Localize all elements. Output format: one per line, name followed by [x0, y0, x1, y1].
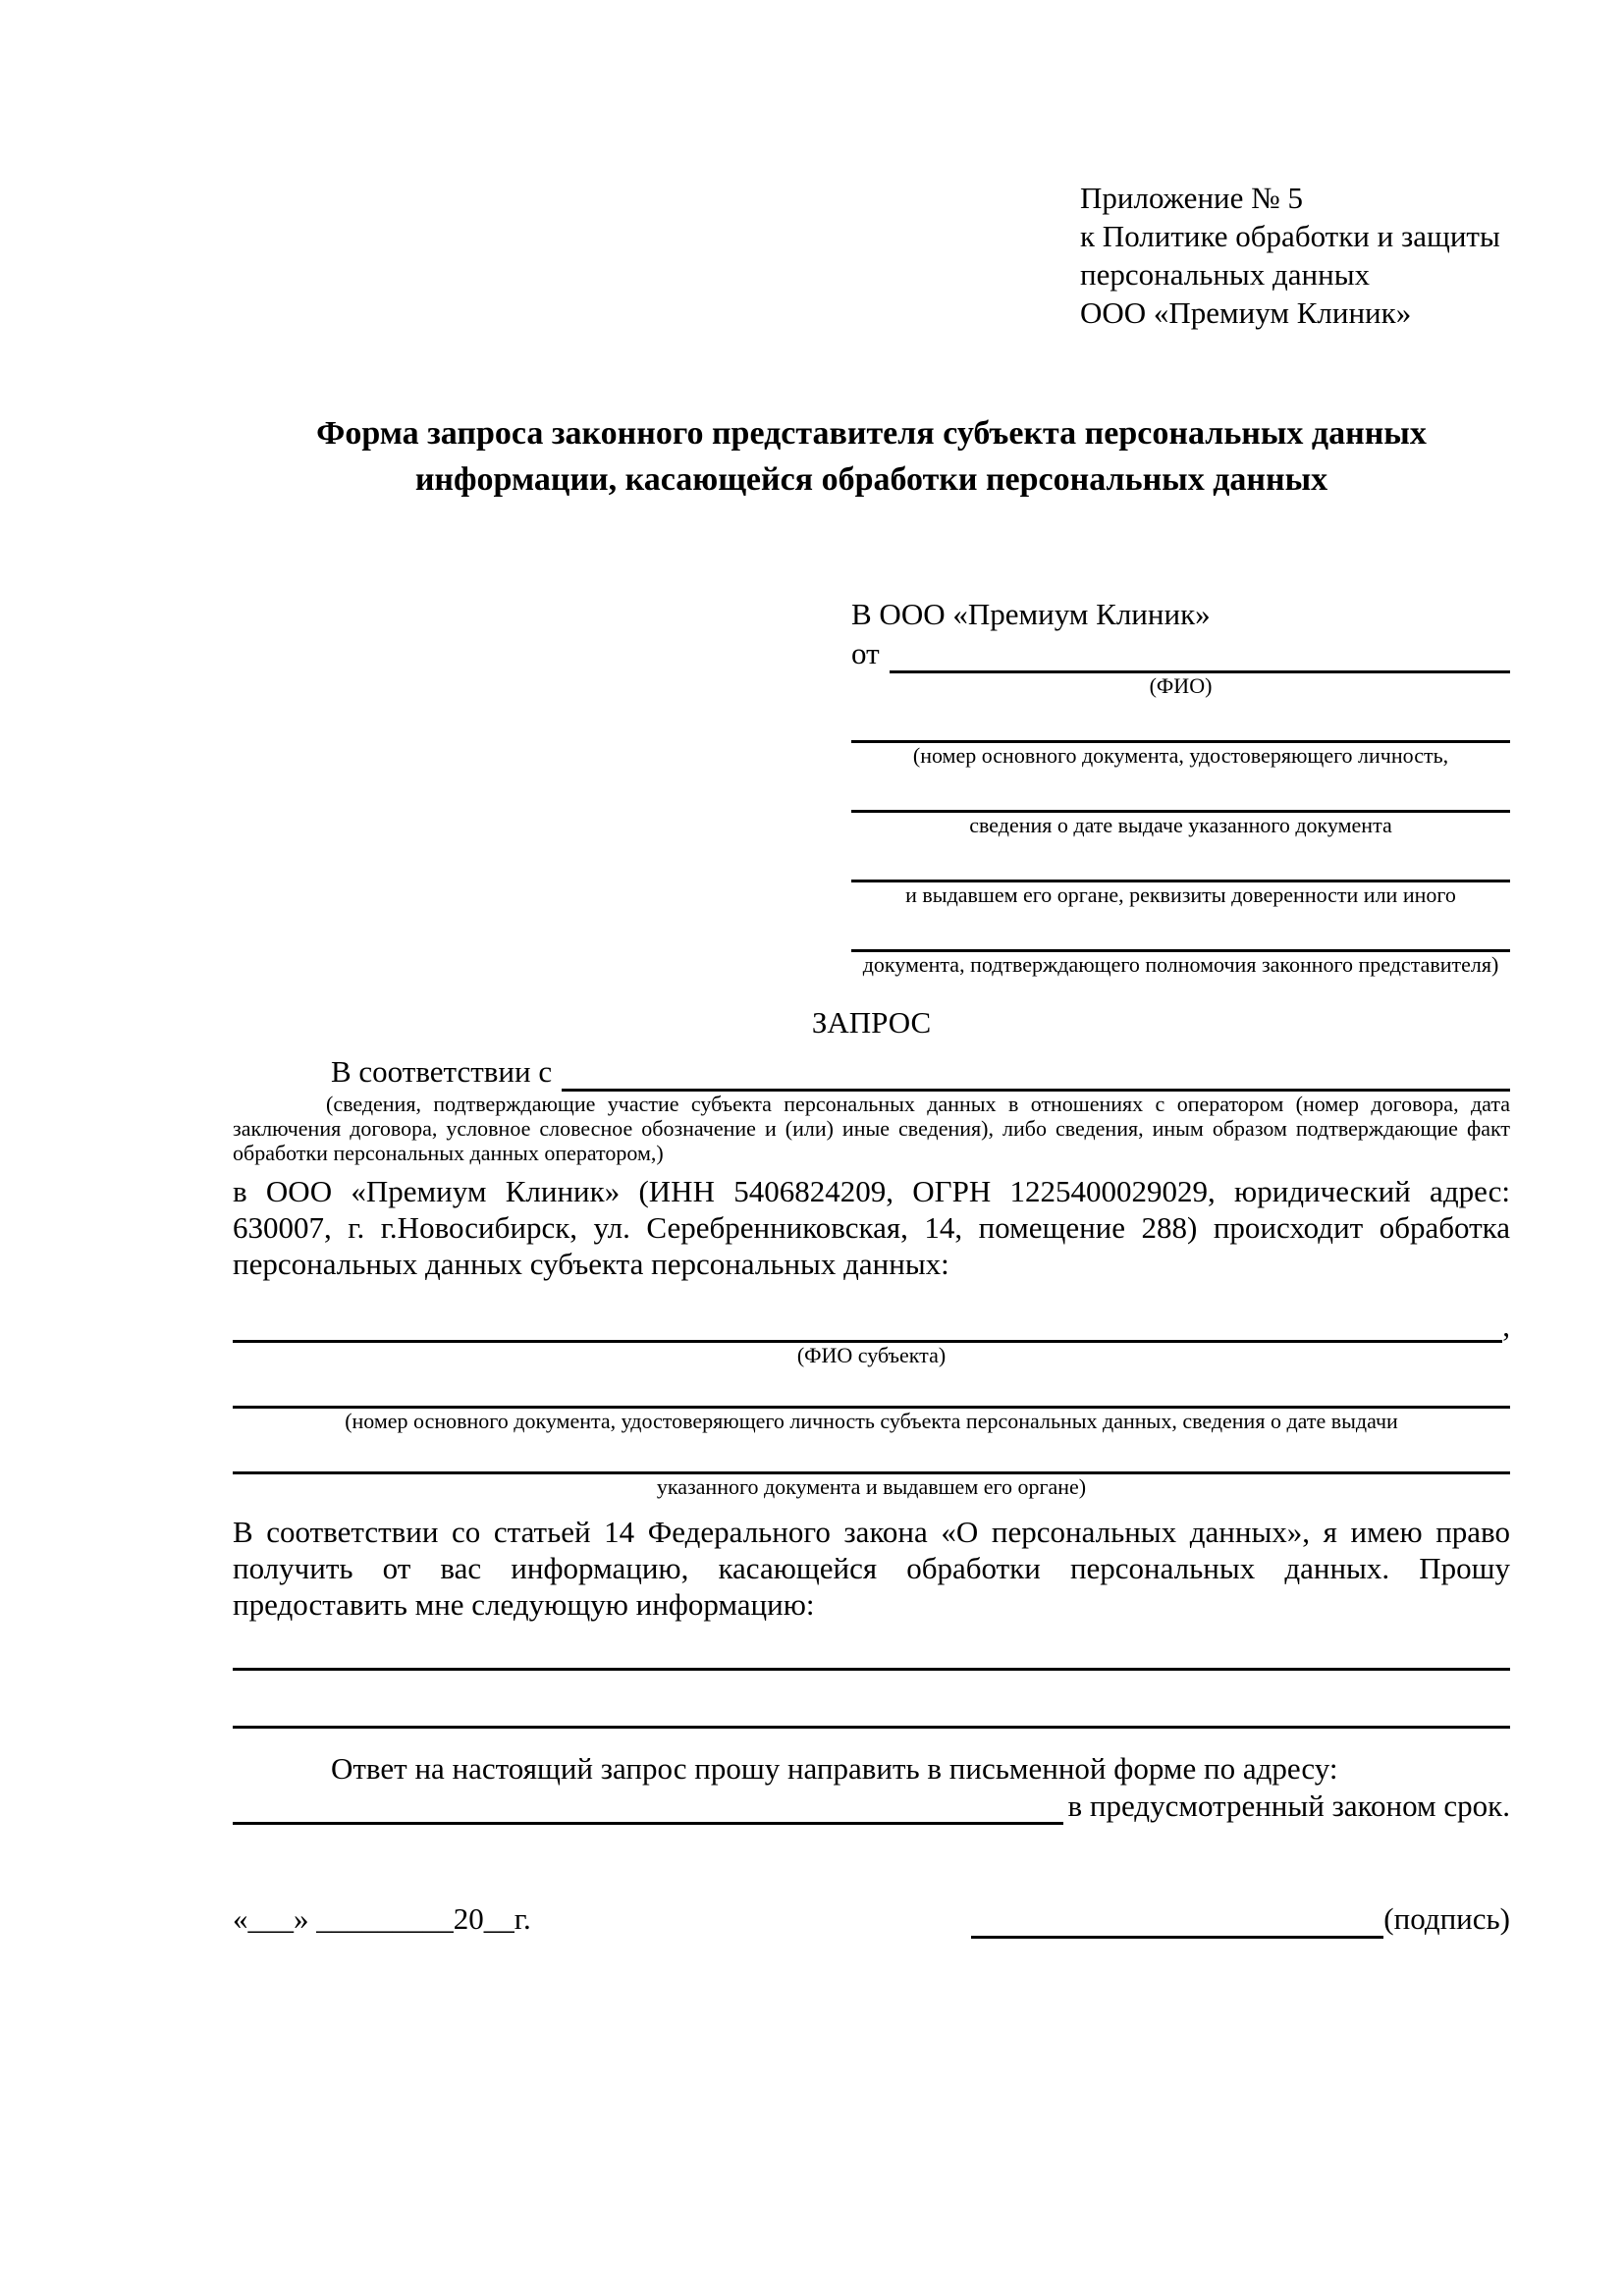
- info-blank-line: [233, 1726, 1510, 1729]
- subject-doc-field: [233, 1406, 1510, 1434]
- representative-doc-field: [851, 949, 1510, 978]
- subject-doc-field: [233, 1471, 1510, 1500]
- operator-paragraph: в ООО «Премиум Клиник» (ИНН 5406824209, ОГРН 1225400029029, юридический адрес: 630007, г. г.Новосибирск, ул. Серебренниковская, 14, помещение 288) происходит обработка персональных данных субъекта персональных данных:: [233, 1174, 1510, 1281]
- appendix-note-line: персональных данных: [1080, 257, 1371, 292]
- addressee-block: [851, 595, 1510, 978]
- law-paragraph: В соответствии со статьей 14 Федерального закона «О персональных данных», я имею право получить от вас информацию, касающейся обработки персональных данных. Прошу предоставить мне следующую информацию:: [233, 1515, 1510, 1622]
- accordance-note: (сведения, подтверждающие участие субъекта персональных данных в отношениях с оператором (номер договора, дата заключения договора, условное словесное обозначение и (или) иные сведения), либо сведения, иным образом подтверждающие факт обработки персональных данных оператором,): [233, 1092, 1510, 1165]
- field-caption: (номер основного документа, удостоверяющего личность,: [912, 743, 1449, 768]
- field-caption: документа, подтверждающего полномочия законного представителя): [862, 952, 1499, 977]
- addressee-to: В ООО «Премиум Клиник»: [851, 597, 1211, 631]
- accordance-prefix: В соответствии с: [331, 1054, 553, 1089]
- field-caption: (номер основного документа, удостоверяющего личность субъекта персональных данных, сведения о дате выдачи: [345, 1409, 1398, 1433]
- subject-fio-caption: (ФИО субъекта): [796, 1343, 947, 1367]
- date-blank: «___» _________20__г.: [233, 1901, 531, 1936]
- signature-caption: (подпись): [1383, 1901, 1510, 1936]
- appendix-note-line: ООО «Премиум Клиник»: [1080, 295, 1412, 330]
- fio-caption: (ФИО): [1149, 673, 1213, 698]
- document-title-line-1: Форма запроса законного представителя субъекта персональных данных: [316, 415, 1427, 452]
- representative-doc-field: [851, 880, 1510, 908]
- representative-doc-field: [851, 740, 1510, 769]
- document-title-line-2: информации, касающейся обработки персональных данных: [414, 461, 1328, 498]
- signature-blank-line: [971, 1936, 1383, 1939]
- request-heading: ЗАПРОС: [811, 1005, 932, 1040]
- subject-fio-field: [233, 1309, 1510, 1343]
- field-caption: указанного документа и выдавшем его органе): [656, 1474, 1087, 1499]
- from-field: [851, 634, 1510, 673]
- accordance-field: [233, 1052, 1510, 1092]
- reply-suffix: в предусмотренный законом срок.: [1067, 1789, 1510, 1823]
- subject-comma: ,: [1502, 1308, 1510, 1343]
- representative-doc-field: [851, 810, 1510, 838]
- reply-paragraph: Ответ на настоящий запрос прошу направить в письменной форме по адресу:: [331, 1751, 1338, 1786]
- appendix-note-line: Приложение № 5: [1080, 181, 1303, 215]
- appendix-note-line: к Политике обработки и защиты: [1080, 219, 1500, 253]
- field-caption: и выдавшем его органе, реквизиты доверенности или иного: [905, 882, 1456, 907]
- reply-address-blank-line: [233, 1822, 1063, 1825]
- field-caption: сведения о дате выдаче указанного документа: [969, 813, 1392, 837]
- document-title: [233, 410, 1510, 503]
- signature-field: [971, 1899, 1510, 1939]
- info-blank-line: [233, 1668, 1510, 1671]
- reply-address-field: [233, 1788, 1510, 1825]
- from-label: от: [851, 636, 880, 670]
- date-signature-row: [233, 1899, 1510, 1939]
- appendix-note: [1080, 179, 1510, 332]
